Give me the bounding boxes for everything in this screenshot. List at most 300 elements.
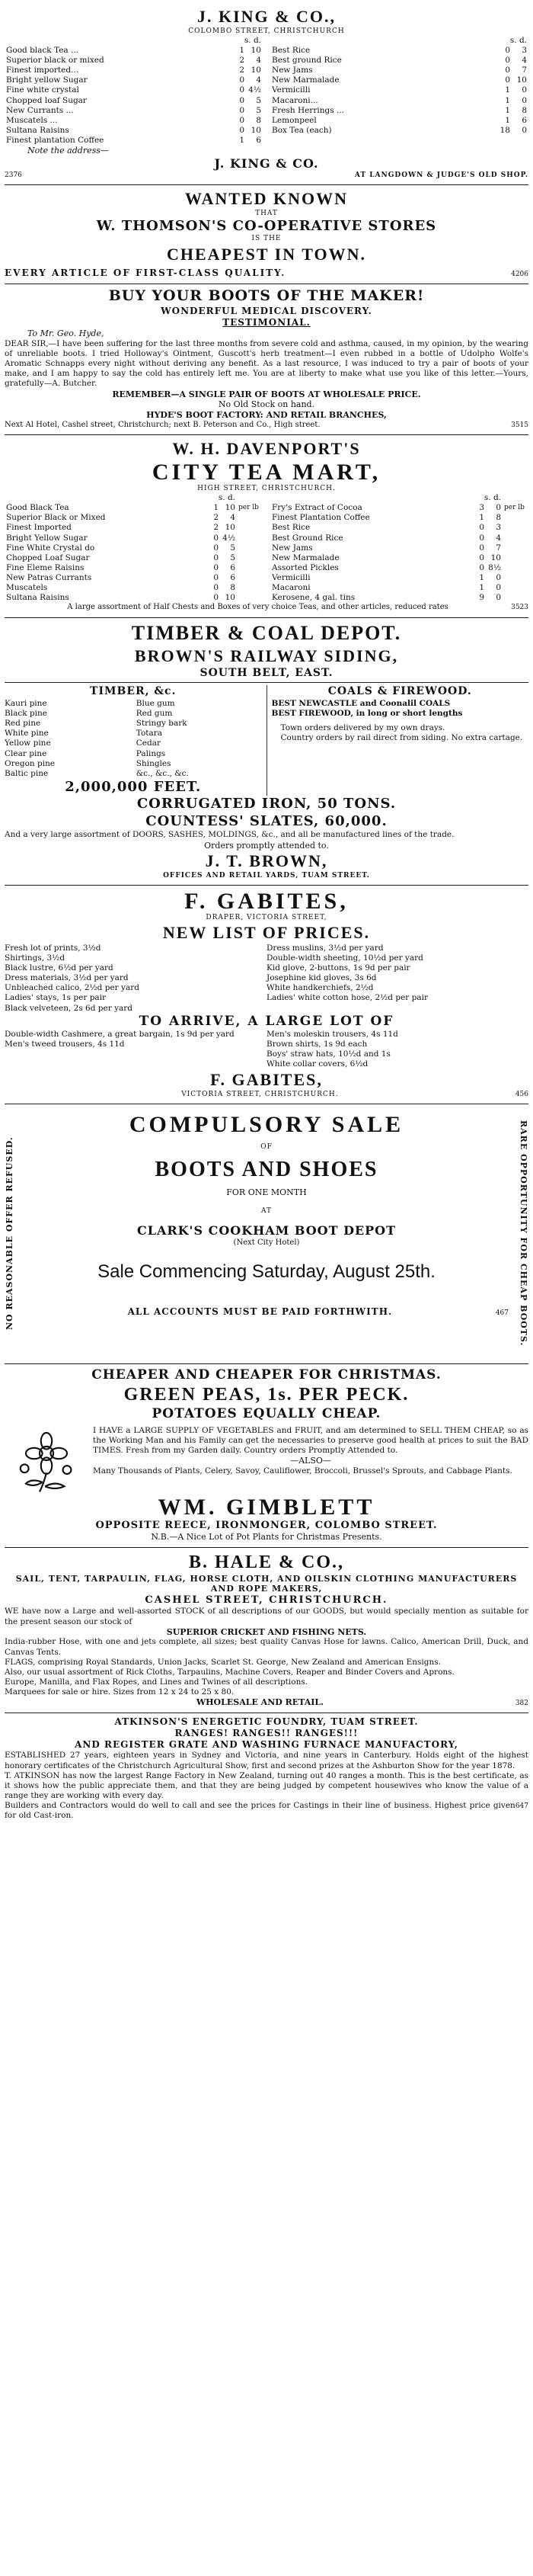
price-item: Finest Plantation Coffee	[272, 513, 370, 523]
price-item: Good black Tea ...	[6, 45, 79, 55]
hyde-body: DEAR SIR,—I have been suffering for the last three months from severe cold and asthma, caused, in my opinion, by the wearing of unreliable boots. I tried Holloway's Ointment, Guscott's herb treatment—I even rubbed in a bottle of Udolpho Wolfe's Aromatic Schnapps every night without deriving any benefit. As a last resource, I was induced to try a pair of boots of your make, and I am happy to say the cold has entirely left me. You are at liberty to make what use you like of this letter.—Yours, gratefully—A. Butcher.	[5, 338, 528, 389]
price-row	[5, 513, 263, 523]
hale-body-4: Also, our usual assortment of Rick Cloths, Tarpaulins, Machine Covers, Reaper and Binder Covers and Aprons.	[5, 1667, 455, 1677]
price-unit	[503, 513, 528, 523]
price-row	[5, 563, 263, 573]
price-shillings: 0	[505, 56, 510, 65]
price-row	[270, 533, 528, 543]
clark-side-left: NO REASONABLE OFFER REFUSED.	[5, 1136, 14, 1330]
price-list-item: Black lustre, 6½d per yard	[5, 963, 113, 972]
thomson-wanted: WANTED KNOWN	[184, 189, 349, 209]
price-col-head: s. d.	[509, 35, 527, 45]
gabites-arrive-l1: Double-width Cashmere, a great bargain, 1s 9d per yard	[5, 1029, 235, 1039]
gabites-ref: 456	[515, 1090, 528, 1098]
price-shillings: 0	[479, 553, 484, 562]
price-pence: 6	[230, 573, 235, 582]
gabites-arrive-r1: Men's moleskin trousers, 4s 11d	[266, 1029, 398, 1039]
price-unit	[237, 573, 263, 583]
price-pence: 10	[251, 66, 261, 75]
timber-item: Kauri pine	[5, 698, 47, 708]
price-row	[5, 126, 263, 136]
price-pence: 4½	[222, 533, 235, 543]
hale-body-6: Marquees for sale or hire. Sizes from 12 x 24 to 25 x 80.	[5, 1687, 235, 1697]
price-row	[270, 523, 528, 533]
hale-wholesale: WHOLESALE AND RETAIL.	[196, 1697, 324, 1708]
price-shillings: 0	[479, 543, 484, 553]
gimblett-plants: Many Thousands of Plants, Celery, Savoy, Cauliflower, Broccoli, Brussel's Sprouts, and Cabbage Plants.	[93, 1466, 512, 1475]
ad-king	[5, 3, 528, 185]
timber-item: Red pine	[5, 719, 41, 729]
price-shillings: 0	[213, 562, 219, 572]
gabites-arrive-r3: Boys' straw hats, 10½d and 1s	[266, 1049, 391, 1059]
price-shillings: 2	[239, 56, 244, 65]
timber-item: Clear pine	[5, 748, 47, 758]
hale-body-2: India-rubber Hose, with one and jets complete, all sizes; best quality Canvas Hose for lawns. Calico, American Drill, Duck, and Canvas Tents.	[5, 1637, 528, 1657]
gimblett-nb: N.B.—A Nice Lot of Pot Plants for Christmas Presents.	[151, 1531, 382, 1542]
price-pence: 10	[251, 125, 261, 135]
price-unit	[503, 563, 528, 573]
price-row	[5, 583, 263, 593]
hyde-ref: 3515	[511, 421, 528, 429]
price-list-item: Dress materials, 3½d per yard	[5, 973, 129, 983]
king-address: COLOMBO STREET, CHRISTCHURCH	[188, 27, 345, 35]
price-shillings: 1	[505, 105, 510, 115]
price-pence: 8½	[488, 562, 501, 572]
price-item: Best Rice	[272, 45, 311, 55]
thomson-name: W. THOMSON'S CO-OPERATIVE STORES	[96, 217, 437, 234]
timber-item: Red gum	[136, 709, 173, 718]
price-pence: 5	[256, 95, 261, 105]
price-row	[5, 46, 263, 56]
price-shillings: 0	[239, 105, 244, 115]
hale-body-3: FLAGS, comprising Royal Standards, Union Jacks, Scarlet St. George, New Zealand and American Ensigns.	[5, 1657, 441, 1667]
brown-coals-3: Town orders delivered by my own drays.	[280, 723, 445, 733]
timber-item: Blue gum	[136, 698, 175, 708]
price-shillings: 0	[479, 523, 484, 533]
price-item: Bright Yellow Sugar	[6, 533, 88, 543]
gimblett-cheaper: CHEAPER AND CHEAPER FOR CHRISTMAS.	[91, 1367, 442, 1383]
gimblett-opposite: OPPOSITE REECE, IRONMONGER, COLOMBO STREET.	[95, 1519, 438, 1531]
price-shillings: 1	[505, 95, 510, 105]
price-item: Vermicilli	[272, 85, 311, 95]
davenport-footer: A large assortment of Half Chests and Boxes of very choice Teas, and other articles, reduced rates	[67, 603, 448, 612]
price-unit	[503, 543, 528, 553]
price-shillings: 1	[505, 85, 510, 95]
price-item: Chopped loaf Sugar	[6, 95, 87, 105]
price-pence: 3	[496, 523, 501, 533]
price-list-item: Double-width sheeting, 10½d per yard	[266, 953, 423, 963]
price-pence: 10	[225, 503, 235, 513]
price-shillings: 0	[505, 45, 510, 55]
price-list-item: Josephine kid gloves, 3s 6d	[266, 973, 377, 983]
gimblett-peas: GREEN PEAS, 1s. PER PECK.	[123, 1385, 410, 1405]
price-pence: 7	[496, 543, 501, 553]
gabites-address-2: VICTORIA STREET, CHRISTCHURCH.	[181, 1090, 339, 1098]
hale-title: B. HALE & CO.,	[188, 1552, 344, 1572]
price-item: Macaroni...	[272, 95, 318, 105]
king-left-table	[5, 36, 263, 146]
price-shillings: 1	[505, 115, 510, 125]
hyde-factory: HYDE'S BOOT FACTORY: AND RETAIL BRANCHES,	[146, 410, 387, 420]
price-item: Finest Imported	[6, 523, 72, 533]
price-list-item: Ladies' stays, 1s per pair	[5, 993, 107, 1003]
price-item: Finest imported...	[6, 66, 79, 75]
davenport-left-table	[5, 493, 263, 603]
price-row	[5, 533, 263, 543]
price-row	[5, 56, 263, 66]
price-pence: 4	[496, 533, 501, 543]
price-row	[270, 106, 528, 116]
price-pence: 0	[496, 593, 501, 603]
thomson-ref: 4206	[511, 271, 528, 279]
hyde-sub: WONDERFUL MEDICAL DISCOVERY.	[161, 306, 372, 317]
price-pence: 4	[522, 56, 527, 65]
price-item: Lemonpeel	[272, 115, 317, 125]
price-shillings: 0	[239, 115, 244, 125]
clark-boots: BOOTS AND SHOES	[155, 1158, 378, 1182]
hale-sub: SAIL, TENT, TARPAULIN, FLAG, HORSE CLOTH, AND OILSKIN CLOTHING MANUFACTURERS AND ROPE MAKERS,	[15, 1573, 518, 1594]
price-shillings: 1	[213, 503, 219, 513]
ad-gabites	[5, 886, 528, 1104]
price-pence: 10	[490, 553, 501, 562]
price-shillings: 2	[239, 66, 244, 75]
clark-title: COMPULSORY SALE	[129, 1112, 404, 1138]
price-pence: 4½	[248, 85, 261, 95]
price-item: Assorted Pickles	[272, 562, 339, 572]
king-note: Note the address—	[27, 146, 109, 156]
price-item: Fine Eleme Raisins	[6, 562, 85, 572]
clark-at: AT	[260, 1207, 272, 1216]
atkinson-title: ATKINSON'S ENERGETIC FOUNDRY, TUAM STREET.	[114, 1716, 419, 1728]
brown-doors: And a very large assortment of DOORS, SASHES, MOLDINGS, &c., and all be manufactured lines of the trade.	[5, 830, 455, 840]
price-item: Bright yellow Sugar	[6, 75, 88, 85]
price-row	[5, 96, 263, 106]
brown-slates: COUNTESS' SLATES, 60,000.	[145, 812, 388, 829]
price-item: Superior Black or Mixed	[6, 513, 106, 523]
price-item: Sultana Raisins	[6, 593, 69, 603]
price-pence: 10	[516, 75, 527, 85]
price-pence: 0	[496, 503, 501, 513]
price-item: New Marmalade	[272, 75, 340, 85]
price-unit: per lb	[238, 504, 259, 512]
price-item: Vermicilli	[272, 573, 311, 582]
clark-depot: CLARK'S COOKHAM BOOT DEPOT	[136, 1223, 397, 1238]
price-shillings: 0	[479, 562, 484, 572]
brown-orders: Orders promptly attended to.	[204, 840, 329, 851]
ad-clark	[5, 1104, 528, 1364]
price-row	[270, 583, 528, 593]
price-list-item: Kid glove, 2-buttons, 1s 9d per pair	[266, 963, 410, 972]
price-item: Finest plantation Coffee	[6, 136, 104, 145]
gabites-arrive: TO ARRIVE, A LARGE LOT OF	[139, 1013, 394, 1029]
brown-name: J. T. BROWN,	[205, 851, 328, 871]
ad-brown	[5, 618, 528, 886]
price-row	[5, 553, 263, 563]
timber-item: White pine	[5, 729, 49, 739]
price-item: New Currants ...	[6, 105, 74, 115]
price-unit	[237, 543, 263, 553]
atkinson-body-3: Builders and Contractors would do well to call and see the prices for Castings in their line of business. Highest price given for old Cast-iron.	[5, 1801, 515, 1821]
gimblett-body: I HAVE a LARGE SUPPLY OF VEGETABLES and FRUIT, and am determined to SELL THEM CHEAP, so as the Working Man and his Family can get the necessaries to preserve good health at prices to suit the BAD TIMES. Fresh from my Garden daily. Country orders Promptly Attended to.	[93, 1425, 528, 1455]
price-col-head: s. d.	[484, 493, 501, 502]
clark-ref: 467	[495, 1309, 509, 1317]
price-row	[270, 126, 528, 136]
price-item: Best ground Rice	[272, 56, 342, 65]
atkinson-body-2: T. ATKINSON has now the largest Range Factory in New Zealand, turning out 40 ranges a month. This is the best certificate, as it shows how the public appreciate them, and that they are being judged by competent housewives who know the value of a range they are working with every day.	[5, 1770, 528, 1800]
davenport-right-table	[270, 493, 528, 603]
brown-coals-1: BEST NEWCASTLE and Coonalil COALS	[271, 698, 451, 708]
price-pence: 0	[496, 573, 501, 582]
brown-title: TIMBER & COAL DEPOT.	[131, 621, 402, 644]
thomson-cheapest: CHEAPEST IN TOWN.	[166, 244, 366, 264]
price-row	[270, 85, 528, 95]
price-col-head: s. d.	[244, 35, 261, 45]
price-shillings: 1	[479, 573, 484, 582]
price-item: Good Black Tea	[6, 503, 69, 513]
gabites-left	[5, 944, 266, 1014]
price-shillings: 1	[479, 583, 484, 593]
price-list-item: Ladies' white cotton hose, 2½d per pair	[266, 993, 429, 1003]
price-shillings: 18	[499, 125, 510, 135]
price-unit	[503, 583, 528, 593]
price-row	[270, 563, 528, 573]
price-item: Fine white crystal	[6, 85, 79, 95]
price-item: New Patras Currants	[6, 573, 92, 582]
timber-item: &c., &c., &c.	[136, 768, 189, 778]
brown-coals	[267, 685, 529, 796]
price-row	[5, 85, 263, 95]
price-row	[270, 573, 528, 583]
price-row	[270, 66, 528, 75]
price-row	[5, 573, 263, 583]
brown-title-2: BROWN'S RAILWAY SIDING,	[134, 646, 399, 666]
price-list-item: Shirtings, 3½d	[5, 953, 65, 963]
price-item: Fry's Extract of Cocoa	[272, 503, 362, 513]
price-shillings: 0	[239, 95, 244, 105]
price-shillings: 0	[213, 553, 219, 562]
ad-hyde	[5, 284, 528, 435]
king-footer: AT LANGDOWN & JUDGE'S OLD SHOP.	[354, 171, 528, 179]
price-pence: 5	[230, 553, 235, 562]
price-pence: 8	[230, 583, 235, 593]
timber-item: Shingles	[136, 758, 171, 768]
price-shillings: 2	[213, 513, 219, 523]
price-shillings: 0	[239, 125, 244, 135]
price-shillings: 0	[239, 75, 244, 85]
price-row	[5, 593, 263, 603]
price-shillings: 0	[505, 66, 510, 75]
king-title: J. KING & CO.,	[197, 7, 336, 26]
gimblett-potatoes: POTATOES EQUALLY CHEAP.	[152, 1406, 381, 1422]
price-item: New Marmalade	[272, 553, 340, 562]
ad-davenport	[5, 435, 528, 618]
thomson-is-the: IS THE	[251, 235, 282, 243]
price-shillings: 0	[239, 85, 244, 95]
price-row	[270, 96, 528, 106]
gabites-arrive-r4: White collar covers, 6½d	[266, 1059, 369, 1069]
davenport-title-2: CITY TEA MART,	[152, 459, 381, 485]
timber-item: Black pine	[5, 709, 47, 718]
hale-body-1: WE have now a Large and well-assorted STOCK of all descriptions of our GOODS, but would specially mention as suitable for the present season our stock of	[5, 1607, 528, 1626]
price-shillings: 0	[213, 583, 219, 593]
price-pence: 6	[230, 562, 235, 572]
thomson-every: EVERY ARTICLE OF FIRST-CLASS QUALITY.	[5, 268, 286, 279]
price-item: Kerosene, 4 gal. tins	[272, 593, 356, 603]
price-pence: 10	[251, 45, 261, 55]
gabites-right	[266, 944, 528, 1014]
gabites-title: F. GABITES,	[184, 889, 349, 914]
price-pence: 7	[522, 66, 527, 75]
price-pence: 4	[256, 56, 261, 65]
hyde-to: To Mr. Geo. Hyde,	[27, 328, 104, 339]
gabites-title-2: F. GABITES,	[210, 1070, 323, 1090]
price-shillings: 1	[239, 45, 244, 55]
price-pence: 8	[496, 513, 501, 523]
timber-item: Oregon pine	[5, 758, 56, 768]
price-pence: 10	[225, 593, 235, 603]
price-list-item: Dress muslins, 3½d per yard	[266, 943, 384, 953]
clark-of: OF	[260, 1143, 273, 1152]
price-item: Box Tea (each)	[272, 125, 332, 135]
price-unit	[503, 553, 528, 563]
price-shillings: 1	[239, 136, 244, 145]
gimblett-also: —ALSO—	[290, 1456, 331, 1466]
timber-item: Stringy bark	[136, 719, 187, 729]
brown-feet: 2,000,000 FEET.	[65, 778, 202, 795]
price-row	[5, 106, 263, 116]
price-list-item: White handkerchiefs, 2½d	[266, 983, 374, 993]
price-row	[270, 116, 528, 126]
price-item: New Jams	[272, 66, 313, 75]
price-pence: 10	[225, 523, 235, 533]
thomson-that: THAT	[255, 209, 278, 217]
price-pence: 0	[522, 85, 527, 95]
ad-thomson	[5, 185, 528, 284]
price-row	[270, 503, 528, 513]
price-item: Best Rice	[272, 523, 311, 533]
ad-hale	[5, 1548, 528, 1714]
brown-timber-head: TIMBER, &c.	[90, 685, 177, 698]
price-shillings: 0	[479, 533, 484, 543]
price-row	[270, 553, 528, 563]
price-row	[270, 543, 528, 553]
clark-side-right: RARE OPPORTUNITY FOR CHEAP BOOTS.	[519, 1120, 528, 1347]
hale-address: CASHEL STREET, CHRISTCHURCH.	[145, 1594, 388, 1607]
brown-coals-4: Country orders by rail direct from siding. No extra cartage.	[280, 733, 523, 743]
price-row	[270, 593, 528, 603]
price-pence: 8	[256, 115, 261, 125]
price-list-item: Unbleached calico, 2½d per yard	[5, 983, 139, 993]
hyde-testimonial: TESTIMONIAL.	[222, 317, 311, 328]
price-row	[5, 116, 263, 126]
price-pence: 3	[522, 45, 527, 55]
brown-offices: OFFICES AND RETAIL YARDS, TUAM STREET.	[163, 871, 370, 879]
king-right-table	[270, 36, 528, 136]
king-title-2: J. KING & CO.	[214, 155, 319, 171]
price-unit	[237, 513, 263, 523]
price-row	[270, 56, 528, 66]
price-row	[5, 136, 263, 146]
gabites-arrive-l2: Men's tweed trousers, 4s 11d	[5, 1040, 125, 1049]
davenport-title: W. H. DAVENPORT'S	[172, 439, 361, 459]
price-row	[270, 46, 528, 56]
timber-item: Cedar	[136, 739, 161, 748]
price-list-item: Fresh lot of prints, 3½d	[5, 943, 101, 953]
price-unit	[237, 533, 263, 543]
gabites-sub: DRAPER, VICTORIA STREET,	[206, 914, 327, 921]
price-row	[5, 543, 263, 553]
price-unit	[503, 593, 528, 603]
atkinson-ref: 647	[515, 1802, 528, 1810]
price-item: Fresh Herrings ...	[272, 105, 344, 115]
price-shillings: 0	[213, 533, 219, 543]
price-row	[5, 503, 263, 513]
davenport-ref: 3523	[511, 604, 528, 612]
hyde-title: BUY YOUR BOOTS OF THE MAKER!	[108, 287, 425, 305]
price-row	[270, 75, 528, 85]
price-item: Muscatels	[6, 583, 48, 593]
timber-item: Palings	[136, 748, 166, 758]
hale-cricket: SUPERIOR CRICKET AND FISHING NETS.	[166, 1626, 367, 1637]
price-shillings: 0	[213, 543, 219, 553]
davenport-address: HIGH STREET, CHRISTCHURCH.	[197, 484, 336, 492]
price-unit: per lb	[504, 504, 525, 512]
king-price-list	[5, 36, 528, 146]
price-unit	[503, 523, 528, 533]
price-row	[5, 66, 263, 75]
price-unit	[503, 573, 528, 583]
price-unit	[237, 553, 263, 563]
price-pence: 5	[256, 105, 261, 115]
price-pence: 5	[230, 543, 235, 553]
ad-atkinson	[5, 1713, 528, 1825]
price-row	[5, 523, 263, 533]
price-col-head: s. d.	[218, 493, 235, 502]
price-list-item: Black velveteen, 2s 6d per yard	[5, 1003, 133, 1013]
flower-illustration	[5, 1426, 88, 1495]
hyde-no-old: No Old Stock on hand.	[218, 399, 315, 410]
price-item: Chopped Loaf Sugar	[6, 553, 90, 562]
price-item: Fine White Crystal do	[6, 543, 95, 553]
brown-coals-head: COALS & FIREWOOD.	[327, 685, 472, 698]
clark-next: (Next City Hotel)	[233, 1238, 300, 1248]
ad-gimblett	[5, 1364, 528, 1548]
price-shillings: 1	[479, 513, 484, 523]
price-unit	[503, 533, 528, 543]
price-shillings: 0	[213, 593, 219, 603]
timber-item: Baltic pine	[5, 768, 49, 778]
price-pence: 6	[256, 136, 261, 145]
timber-item: Totara	[136, 729, 163, 739]
king-ref: 2376	[5, 171, 22, 179]
brown-iron: CORRUGATED IRON, 50 TONS.	[136, 796, 397, 812]
price-item: Muscatels ...	[6, 115, 58, 125]
timber-item: Yellow pine	[5, 739, 51, 748]
hale-body-5: Europe, Manilla, and Flax Ropes, and Lines and Twines of all descriptions.	[5, 1677, 308, 1687]
price-row	[270, 513, 528, 523]
price-shillings: 2	[213, 523, 219, 533]
clark-month: FOR ONE MONTH	[226, 1187, 307, 1198]
brown-timber-grid	[5, 699, 262, 779]
clark-accounts: ALL ACCOUNTS MUST BE PAID FORTHWITH.	[127, 1306, 393, 1317]
price-shillings: 0	[213, 573, 219, 582]
price-item: Sultana Raisins	[6, 125, 69, 135]
gimblett-name: WM. GIMBLETT	[158, 1494, 375, 1520]
brown-timber	[5, 685, 267, 796]
price-item: Best Ground Rice	[272, 533, 343, 543]
price-row	[5, 75, 263, 85]
price-unit	[237, 583, 263, 593]
